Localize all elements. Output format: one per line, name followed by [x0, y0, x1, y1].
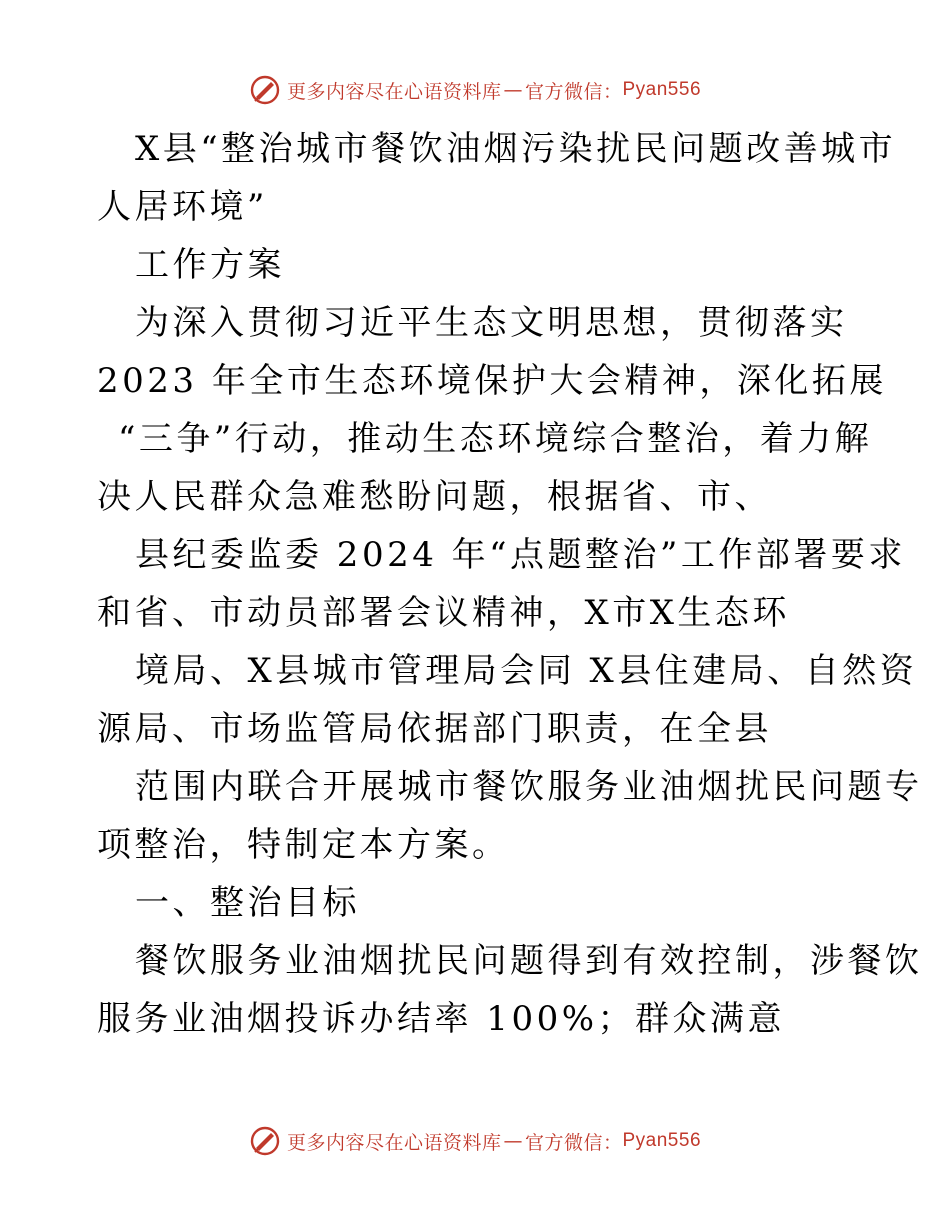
doc-title-line-2: 人居环境” [97, 187, 268, 227]
section-heading: 一、整治目标 [135, 883, 360, 923]
watermark-brand: 更多内容尽在心语资料库 [286, 80, 502, 103]
watermark-separator: — [503, 79, 523, 101]
doc-line: “三争”行动，推动生态环境综合整治，着力解 [118, 419, 873, 459]
doc-line: 和省、市动员部署会议精神，X市X生态环 [97, 593, 790, 633]
doc-line: 为深入贯彻习近平生态文明思想，贯彻落实 [135, 303, 848, 343]
doc-title-line-1: X县“整治城市餐饮油烟污染扰民问题改善城市 [135, 129, 897, 169]
doc-line: 项整治，特制定本方案。 [97, 825, 510, 865]
watermark-handle: Pyan556 [622, 1130, 702, 1151]
doc-subtitle: 工作方案 [135, 245, 285, 285]
header-watermark [0, 70, 950, 110]
watermark-wechat-label: 官方微信： [524, 80, 623, 103]
watermark-separator: — [503, 1130, 523, 1152]
watermark-handle: Pyan556 [622, 79, 702, 100]
pen-seal-icon [249, 74, 281, 106]
doc-line: 县纪委监委 2024 年“点题整治”工作部署要求 [135, 535, 906, 575]
doc-line: 范围内联合开展城市餐饮服务业油烟扰民问题专 [135, 767, 923, 807]
doc-line: 源局、市场监管局依据部门职责，在全县 [97, 709, 772, 749]
doc-line: 服务业油烟投诉办结率 100%；群众满意 [97, 999, 786, 1039]
watermark-brand: 更多内容尽在心语资料库 [286, 1131, 502, 1154]
pen-seal-icon [249, 1125, 281, 1157]
doc-line: 决人民群众急难愁盼问题，根据省、市、 [97, 477, 772, 517]
doc-line: 境局、X县城市管理局会同 X县住建局、自然资 [135, 651, 918, 691]
doc-line: 2023 年全市生态环境保护大会精神，深化拓展 [97, 361, 887, 401]
watermark-wechat-label: 官方微信： [524, 1131, 623, 1154]
doc-line: 餐饮服务业油烟扰民问题得到有效控制，涉餐饮 [135, 941, 923, 981]
footer-watermark [0, 1121, 950, 1161]
